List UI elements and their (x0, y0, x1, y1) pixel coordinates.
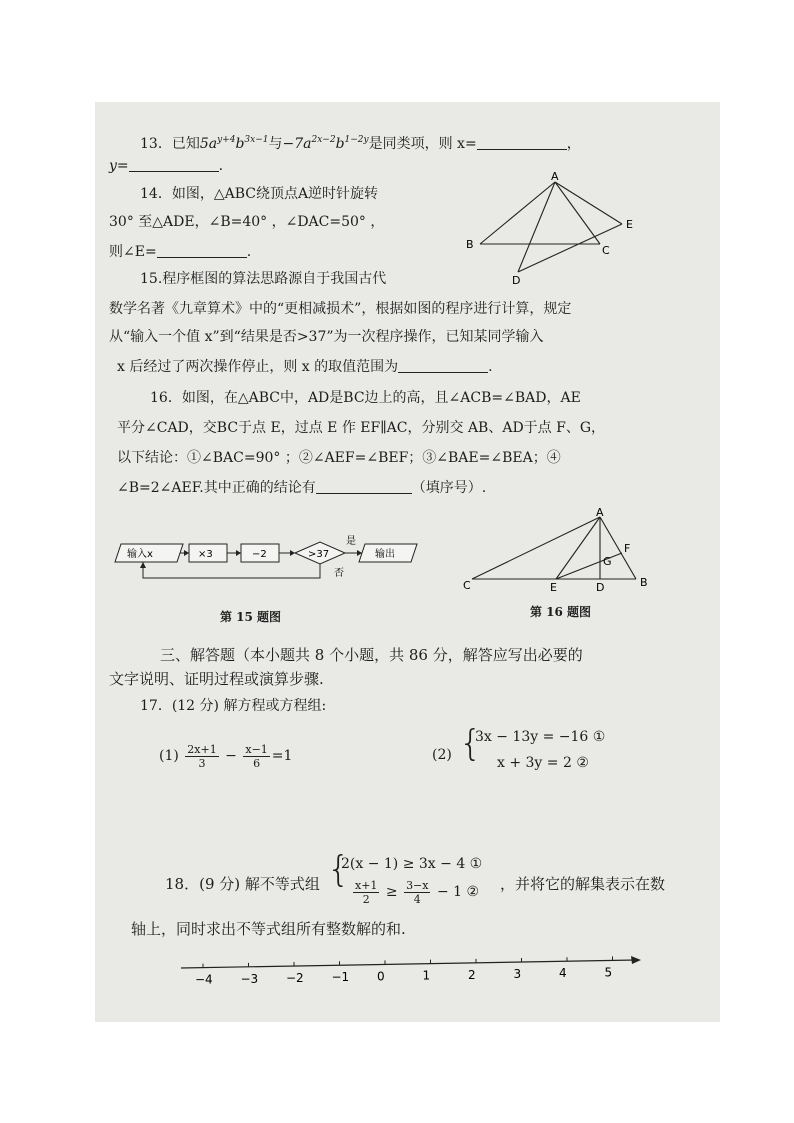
number-line-tick-label: 4 (559, 966, 567, 981)
q13-line2: y= . (109, 158, 224, 174)
q15-answer-blank[interactable] (398, 358, 488, 373)
exam-paper-photo (95, 102, 720, 1022)
q14-label-D: D (512, 274, 521, 287)
q16-line2: 平分∠CAD，交BC于点 E，过点 E 作 EF∥AC，分别交 AB、AD于点 F、G， (117, 420, 606, 436)
q16-line4: ∠B=2∠AEF.其中正确的结论有 （填序号）. (117, 480, 487, 496)
q14-edge-AB (480, 182, 555, 244)
number-line-tick-label: 0 (377, 969, 385, 984)
q16-edge-AE (556, 517, 600, 579)
q17-part2-label: (2) (432, 747, 452, 763)
q16-label-C: C (463, 579, 471, 592)
flow-yes-label: 是 (346, 536, 356, 547)
flow-loop-back-line (143, 562, 320, 578)
q13-x-answer-blank[interactable] (477, 135, 567, 150)
number-line-tick-label: 3 (513, 967, 522, 982)
q18-system-brace: { (327, 849, 350, 890)
number-line-tick-label: 5 (604, 965, 613, 980)
q16-line1: 16．如图，在△ABC中，AD是BC边上的高，且∠ACB=∠BAD，AE (150, 390, 581, 406)
q16-label-F: F (624, 542, 631, 555)
number-line-axis (181, 960, 637, 968)
q15-line3: 从“输入一个值 x”到“结果是否>37”为一次程序操作，已知某同学输入 (109, 329, 544, 345)
flow-subtract-text: −2 (252, 549, 267, 560)
q14-answer-blank[interactable] (157, 243, 247, 258)
q14-line2: 30° 至△ADE，∠B=40° ，∠DAC=50° ， (109, 214, 385, 230)
q15-line2: 数学名著《九章算术》中的“更相减损术”，根据如图的程序进行计算，规定 (109, 301, 572, 317)
flow-multiply-text: ×3 (198, 549, 213, 560)
number-line-arrow (631, 956, 641, 964)
q13-line1: 13．已知$5a^{y+4}b^{3x-1}$与$-7a^{2x-2}b^{1-2y}$是同类项，则 x= ， (140, 135, 581, 152)
number-line-tick-label: −1 (331, 970, 350, 985)
q16-label-G: G (603, 555, 612, 568)
q18-ineq2: $\frac{x+1}{2}$ ≥ $\frac{3-x}{4}$ − 1 ② (355, 878, 480, 906)
q17-part1: (1) $\frac{2x+1}{3}$ − $\frac{x-1}{6}$ =1 (159, 742, 293, 770)
number-line-tick-label: −3 (240, 971, 259, 986)
q15-figure-caption: 第 15 题图 (220, 610, 282, 624)
flow-output-text: 输出 (375, 549, 395, 560)
q16-label-D: D (596, 581, 605, 592)
q16-label-A: A (596, 507, 604, 519)
number-line-tick-label: 2 (468, 967, 476, 982)
q18-ineq1: 2(x − 1) ≥ 3x − 4 ① (341, 856, 483, 872)
q16-label-B: B (640, 576, 648, 589)
q16-figure-caption: 第 16 题图 (530, 605, 592, 619)
number-line (175, 950, 655, 995)
q17-eq1: 3x − 13y = −16 ① (475, 729, 606, 745)
flow-input-text: 输入x (127, 549, 153, 560)
q14-edge-AC (555, 182, 600, 244)
q15-line4: x 后经过了两次操作停止，则 x 的取值范围为 . (117, 359, 493, 375)
q13-y-answer-blank[interactable] (129, 157, 219, 172)
flow-compare-text: >37 (308, 549, 330, 560)
q16-line3: 以下结论：①∠BAC=90° ；②∠AEF=∠BEF；③∠BAE=∠BEA；④ (117, 450, 561, 466)
q17-system-brace: { (459, 723, 482, 764)
q16-label-E: E (550, 581, 557, 592)
section3-line2: 文字说明、证明过程或演算步骤. (109, 670, 324, 688)
q15-line1: 15.程序框图的算法思路源自于我国古代 (140, 271, 387, 287)
q14-label-C: C (602, 244, 610, 257)
q14-triangle-figure (460, 172, 640, 287)
number-line-tick-label: 1 (422, 968, 431, 983)
q14-line1: 14．如图，△ABC绕顶点A逆时针旋转 (140, 186, 379, 202)
q18-suffix: ，并将它的解集表示在数 (500, 875, 666, 893)
q17-frac2: $\frac{x-1}{6}$ (245, 742, 268, 770)
q18-line2: 轴上，同时求出不等式组所有整数解的和. (131, 920, 406, 938)
q14-edge-AD (518, 182, 555, 272)
q17-title: 17．(12 分) 解方程或方程组: (140, 698, 327, 714)
q17-frac1: $\frac{2x+1}{3}$ (187, 742, 217, 770)
q14-edge-AE (555, 182, 622, 224)
number-line-tick-label: −2 (286, 971, 304, 986)
q15-flowchart (113, 532, 423, 592)
flow-no-label: 否 (334, 568, 344, 579)
q16-answer-blank[interactable] (316, 479, 412, 494)
q16-edge-AB (600, 517, 636, 579)
q17-eq2: x + 3y = 2 ② (497, 755, 589, 771)
number-line-tick-label: −4 (195, 972, 213, 987)
q14-label-A: A (551, 172, 559, 183)
q16-triangle-figure (460, 507, 660, 592)
q14-label-E: E (626, 218, 633, 231)
q18-prefix: 18．(9 分) 解不等式组 (165, 875, 320, 893)
q14-line3: 则∠E= . (109, 244, 252, 260)
section3-line1: 三、解答题（本小题共 8 个小题，共 86 分，解答应写出必要的 (160, 646, 583, 664)
q14-label-B: B (466, 238, 474, 251)
